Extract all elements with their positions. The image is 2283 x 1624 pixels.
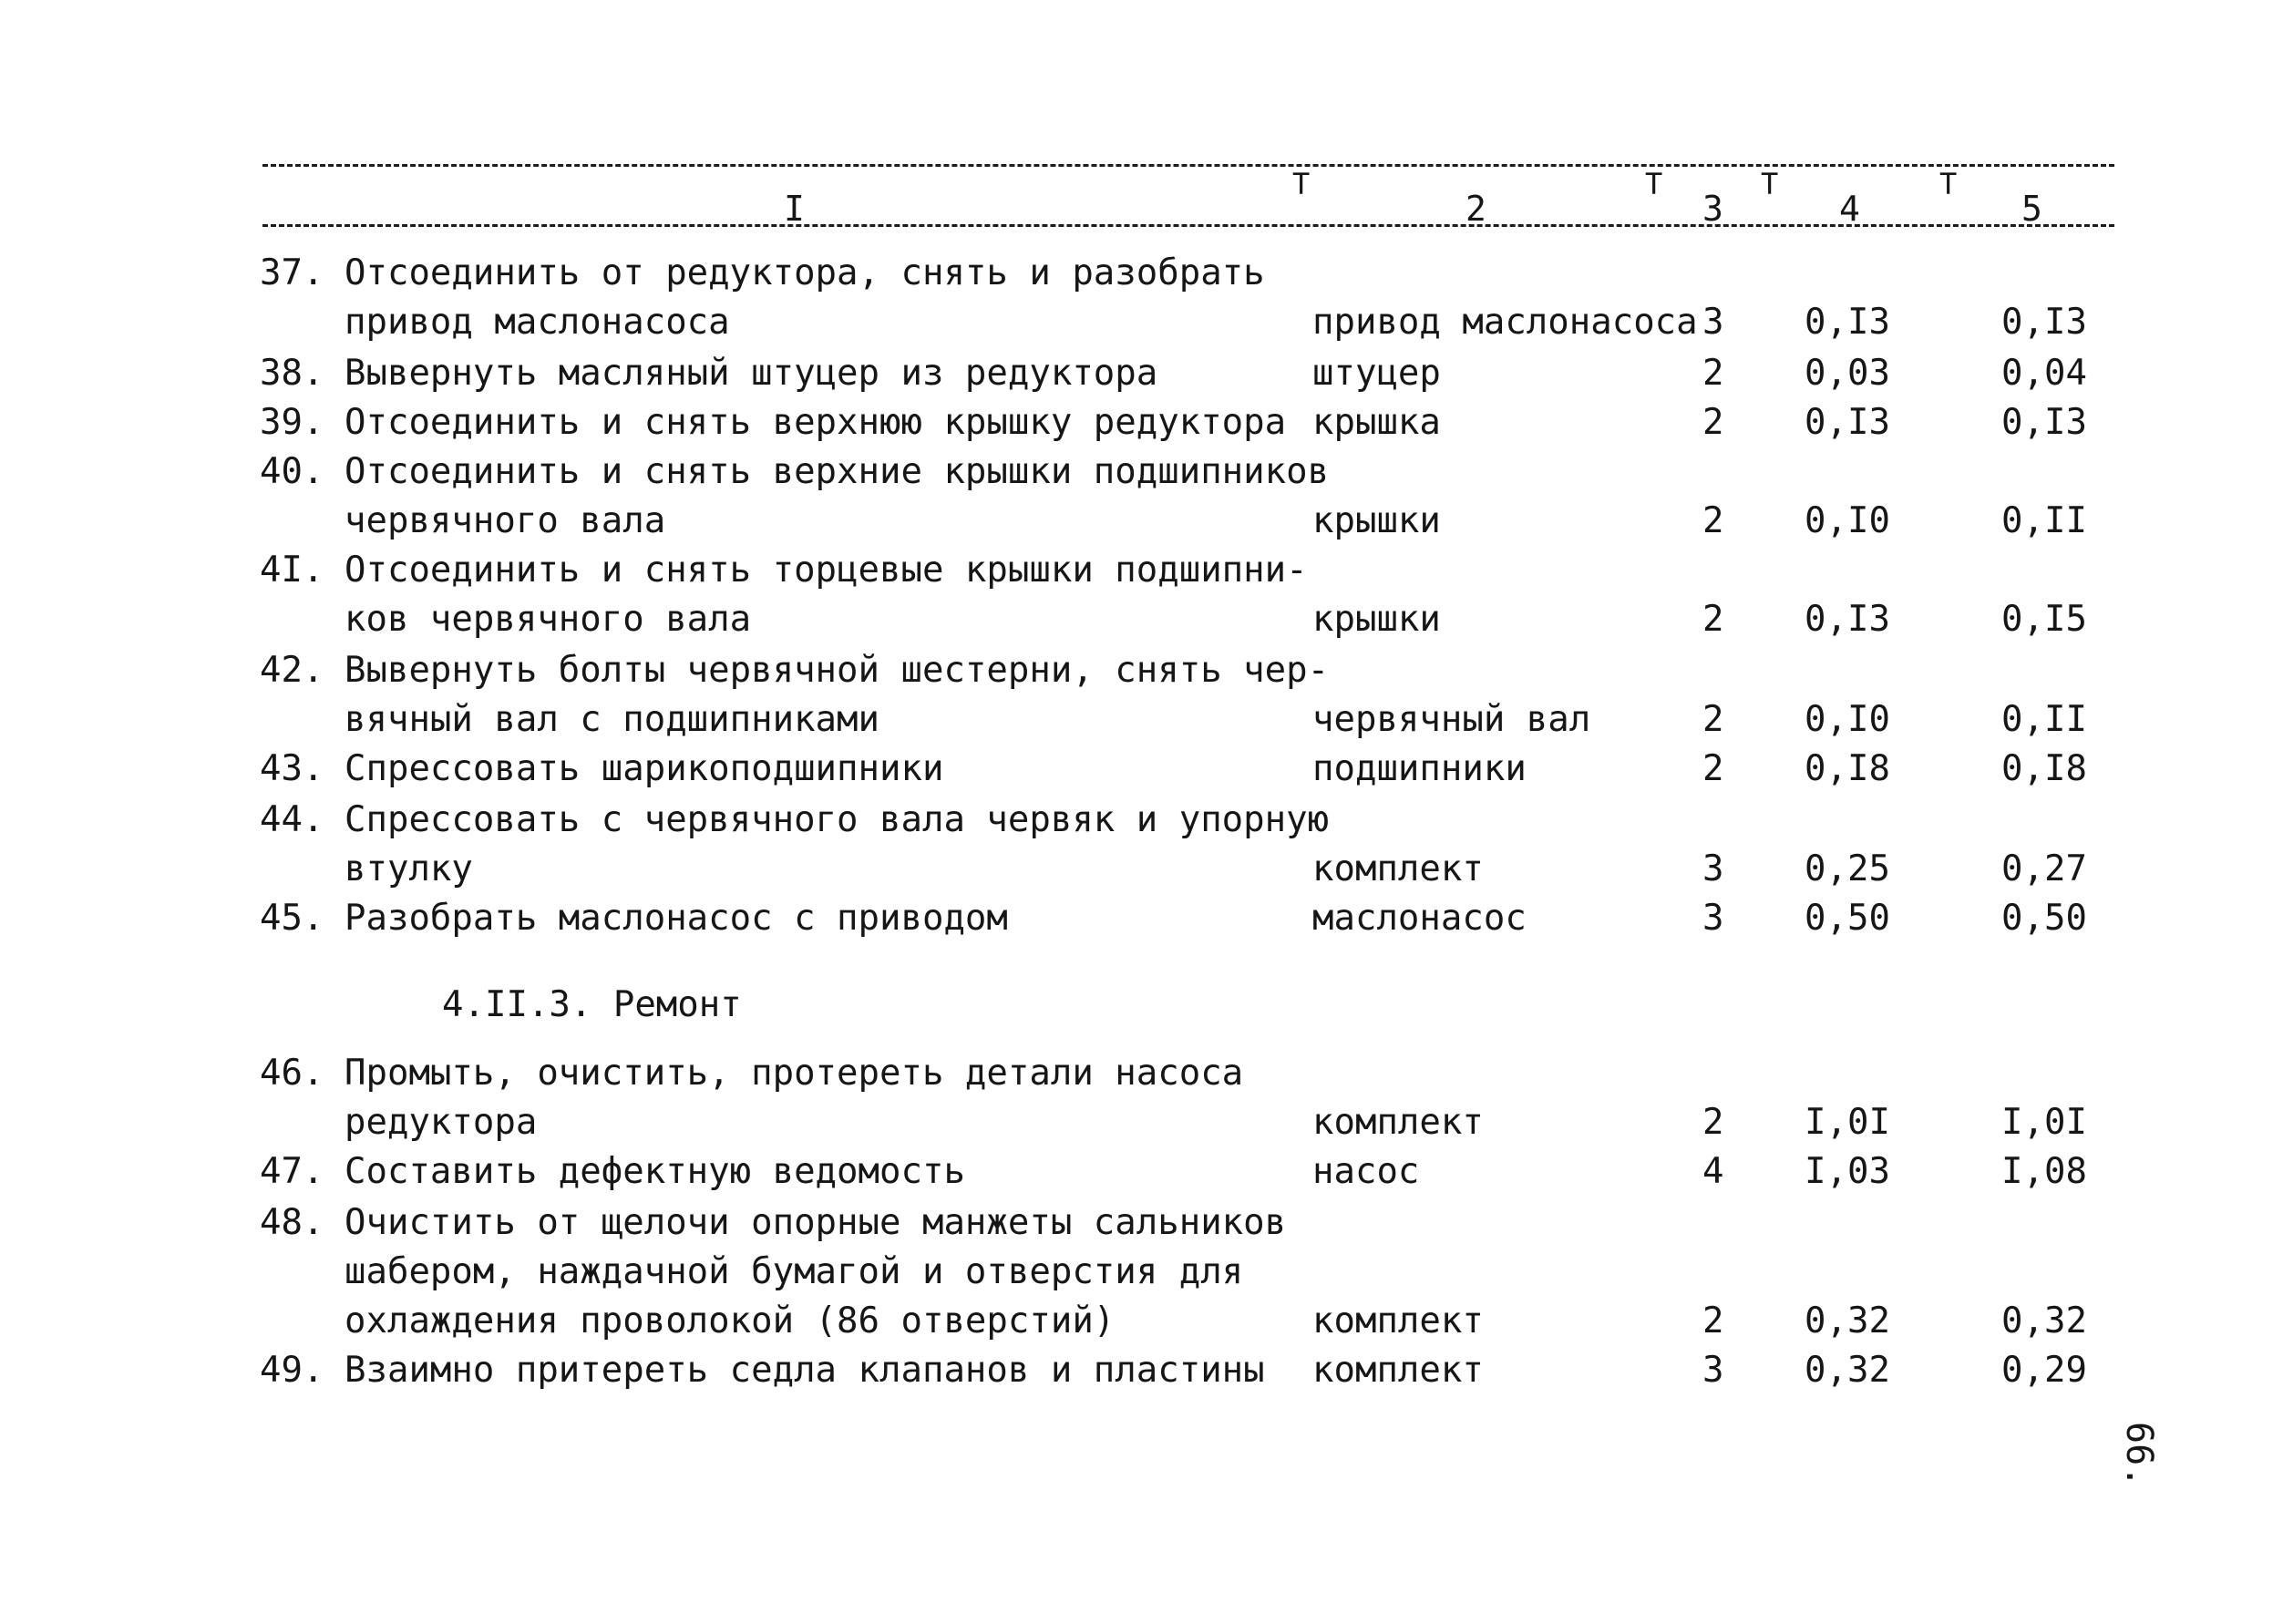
- table-row: [0, 1097, 2283, 1147]
- header-separator: T: [1761, 167, 1779, 201]
- item-value-5: 0,II: [2001, 500, 2087, 541]
- table-row: [0, 1296, 2283, 1346]
- table-row: [0, 594, 2283, 644]
- item-category: 4: [1702, 1151, 1724, 1192]
- item-value-5: 0,I5: [2001, 599, 2087, 640]
- table-row: [0, 795, 2283, 845]
- item-category: 2: [1702, 1300, 1724, 1341]
- item-text: Вывернуть болты червячной шестерни, снять чер-: [345, 650, 1330, 691]
- item-value-4: I,03: [1805, 1151, 1890, 1192]
- header-col-3: 3: [1702, 189, 1723, 229]
- item-value-4: 0,I3: [1805, 402, 1890, 443]
- item-number: 49.: [260, 1350, 324, 1391]
- table-row: [0, 844, 2283, 894]
- table-row: [0, 1146, 2283, 1197]
- item-value-4: 0,32: [1805, 1300, 1890, 1341]
- page-number: 66.: [2118, 1422, 2160, 1488]
- item-category: 2: [1702, 699, 1724, 740]
- item-category: 2: [1702, 748, 1724, 789]
- item-category: 3: [1702, 1350, 1724, 1391]
- item-value-5: 0,32: [2001, 1300, 2087, 1341]
- item-text: редуктора: [345, 1102, 538, 1143]
- item-value-5: 0,I8: [2001, 748, 2087, 789]
- header-rule-bottom: [262, 224, 2114, 227]
- item-text: Отсоединить и снять верхние крышки подшипников: [345, 451, 1330, 492]
- item-text: Промыть, очистить, протереть детали насоса: [345, 1053, 1244, 1094]
- section-title: 4.II.3. Ремонт: [442, 984, 742, 1025]
- table-row: [0, 397, 2283, 447]
- item-unit: подшипники: [1312, 748, 1527, 789]
- table-row: [0, 1345, 2283, 1395]
- item-value-4: 0,50: [1805, 898, 1890, 939]
- table-row: [0, 248, 2283, 298]
- item-value-5: I,08: [2001, 1151, 2087, 1192]
- item-category: 3: [1702, 898, 1724, 939]
- item-text: охлаждения проволокой (86 отверстий): [345, 1300, 1116, 1341]
- item-unit: привод маслонасоса: [1312, 302, 1698, 343]
- item-unit: комплект: [1312, 1350, 1484, 1391]
- item-unit: насос: [1312, 1151, 1420, 1192]
- table-row: [0, 348, 2283, 398]
- item-value-4: 0,I3: [1805, 599, 1890, 640]
- item-category: 2: [1702, 353, 1724, 394]
- header-separator: T: [1292, 167, 1311, 201]
- item-number: 42.: [260, 650, 324, 691]
- header-col-5: 5: [2021, 189, 2042, 229]
- item-value-5: 0,50: [2001, 898, 2087, 939]
- item-number: 37.: [260, 252, 324, 293]
- item-text: Отсоединить и снять верхнюю крышку редуктора: [345, 402, 1287, 443]
- item-category: 2: [1702, 500, 1724, 541]
- table-row: [0, 645, 2283, 695]
- item-number: 48.: [260, 1202, 324, 1243]
- item-text: червячного вала: [345, 500, 666, 541]
- item-number: 4I.: [260, 550, 324, 591]
- item-category: 2: [1702, 599, 1724, 640]
- item-value-5: 0,29: [2001, 1350, 2087, 1391]
- item-number: 45.: [260, 898, 324, 939]
- table-row: [0, 694, 2283, 745]
- item-text: Спрессовать шарикоподшипники: [345, 748, 944, 789]
- item-category: 2: [1702, 402, 1724, 443]
- table-row: [0, 297, 2283, 347]
- item-number: 39.: [260, 402, 324, 443]
- item-category: 3: [1702, 848, 1724, 889]
- header-separator: T: [1939, 167, 1958, 201]
- item-unit: маслонасос: [1312, 898, 1527, 939]
- item-unit: штуцер: [1312, 353, 1441, 394]
- item-unit: комплект: [1312, 1102, 1484, 1143]
- item-text: привод маслонасоса: [345, 302, 730, 343]
- table-row: [0, 1048, 2283, 1098]
- item-text: Составить дефектную ведомость: [345, 1151, 965, 1192]
- item-category: 2: [1702, 1102, 1724, 1143]
- item-text: ков червячного вала: [345, 599, 752, 640]
- item-value-4: 0,I3: [1805, 302, 1890, 343]
- item-text: Очистить от щелочи опорные манжеты сальников: [345, 1202, 1287, 1243]
- item-value-4: 0,03: [1805, 353, 1890, 394]
- item-unit: крышка: [1312, 402, 1441, 443]
- item-number: 44.: [260, 799, 324, 840]
- item-unit: крышки: [1312, 500, 1441, 541]
- item-text: вячный вал с подшипниками: [345, 699, 879, 740]
- item-value-5: 0,I3: [2001, 402, 2087, 443]
- item-number: 38.: [260, 353, 324, 394]
- item-text: Отсоединить и снять торцевые крышки подшипни-: [345, 550, 1308, 591]
- table-row: [0, 545, 2283, 595]
- item-value-4: 0,I8: [1805, 748, 1890, 789]
- header-separator: T: [1645, 167, 1663, 201]
- item-unit: червячный вал: [1312, 699, 1591, 740]
- item-value-4: 0,25: [1805, 848, 1890, 889]
- table-row: [0, 496, 2283, 546]
- item-unit: комплект: [1312, 1300, 1484, 1341]
- table-row: [0, 1247, 2283, 1297]
- header-col-1: I: [784, 189, 805, 229]
- item-unit: крышки: [1312, 599, 1441, 640]
- item-number: 46.: [260, 1053, 324, 1094]
- header-col-4: 4: [1839, 189, 1860, 229]
- item-value-4: I,0I: [1805, 1102, 1890, 1143]
- item-value-5: 0,04: [2001, 353, 2087, 394]
- item-value-5: 0,I3: [2001, 302, 2087, 343]
- table-row: [0, 447, 2283, 497]
- item-number: 47.: [260, 1151, 324, 1192]
- item-category: 3: [1702, 302, 1724, 343]
- item-text: Взаимно притереть седла клапанов и пластины: [345, 1350, 1265, 1391]
- item-value-5: I,0I: [2001, 1102, 2087, 1143]
- item-text: Отсоединить от редуктора, снять и разобрать: [345, 252, 1265, 293]
- item-value-5: 0,II: [2001, 699, 2087, 740]
- item-text: втулку: [345, 848, 473, 889]
- item-text: шабером, наждачной бумагой и отверстия для: [345, 1251, 1244, 1292]
- item-value-4: 0,I0: [1805, 500, 1890, 541]
- header-rule-top: [262, 164, 2114, 167]
- item-number: 43.: [260, 748, 324, 789]
- item-unit: комплект: [1312, 848, 1484, 889]
- item-value-4: 0,32: [1805, 1350, 1890, 1391]
- item-text: Вывернуть масляный штуцер из редуктора: [345, 353, 1158, 394]
- table-row: [0, 893, 2283, 943]
- table-row: [0, 744, 2283, 794]
- header-col-2: 2: [1465, 189, 1486, 229]
- item-value-4: 0,I0: [1805, 699, 1890, 740]
- item-text: Спрессовать с червячного вала червяк и упорную: [345, 799, 1330, 840]
- item-number: 40.: [260, 451, 324, 492]
- table-row: [0, 1197, 2283, 1248]
- item-value-5: 0,27: [2001, 848, 2087, 889]
- item-text: Разобрать маслонасос с приводом: [345, 898, 1008, 939]
